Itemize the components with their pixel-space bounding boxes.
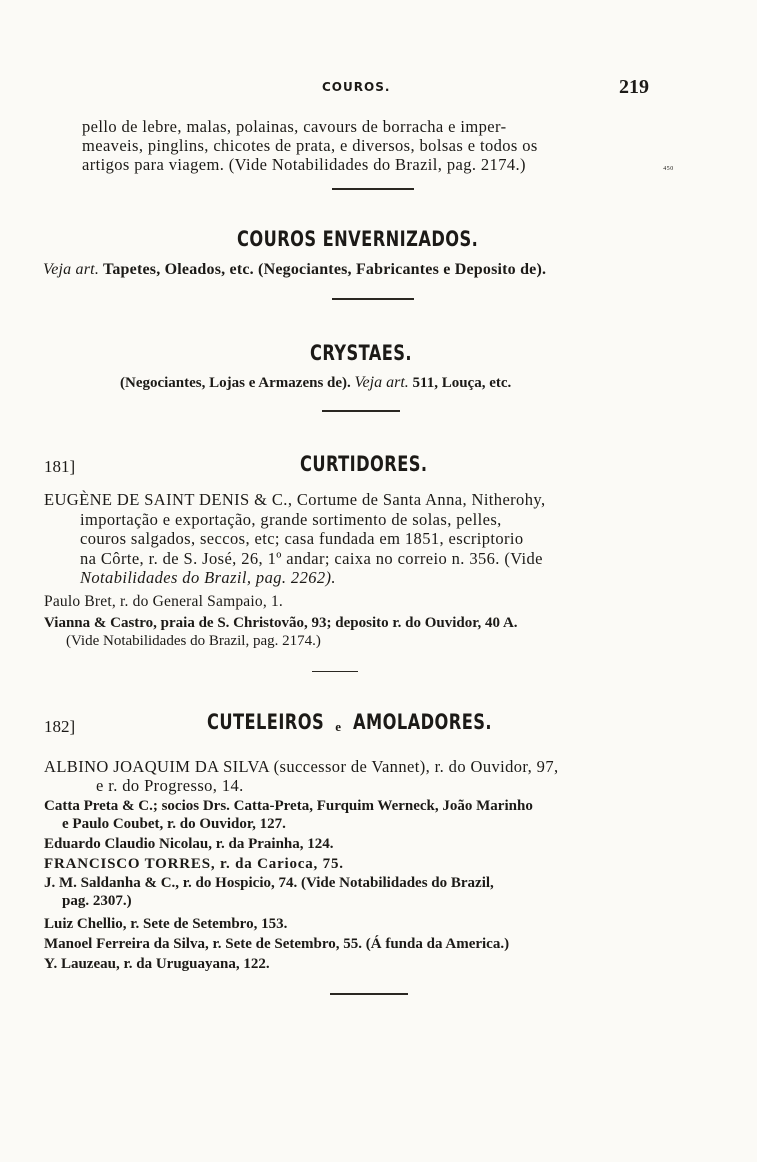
couros-envernizados-text	[43, 261, 546, 279]
section-title-connector: e	[335, 719, 341, 734]
cuteleiros-entry-eduardo: Eduardo Claudio Nicolau, r. da Prainha, 124.	[44, 836, 334, 852]
cuteleiros-entry-francisco: FRANCISCO TORRES, r. da Carioca, 75.	[44, 856, 344, 872]
curtidores-entry-paulo-bret: Paulo Bret, r. do General Sampaio, 1.	[44, 593, 283, 610]
veja-art-label: Veja art.	[354, 374, 409, 391]
veja-art-label: Veja art.	[43, 261, 100, 278]
cuteleiros-entry-lauzeau: Y. Lauzeau, r. da Uruguayana, 122.	[44, 956, 270, 972]
entry-line: e Paulo Coubet, r. do Ouvidor, 127.	[62, 816, 286, 832]
entry-line: pag. 2307.)	[62, 893, 132, 909]
section-title-cuteleiros	[207, 710, 515, 735]
crystaes-text	[120, 374, 511, 392]
section-divider	[330, 993, 408, 995]
intro-line: meaveis, pinglins, chicotes de prata, e diversos, bolsas e todos os	[82, 136, 538, 155]
entry-line: (Vide Notabilidades do Brazil, pag. 2174.)	[66, 633, 321, 649]
couros-envernizados-refs: Tapetes, Oleados, etc. (Negociantes, Fabricantes e Deposito de).	[102, 261, 547, 278]
section-title-part: CUTELEIROS	[207, 710, 325, 734]
section-divider	[322, 410, 400, 412]
entry-line: couros salgados, seccos, etc; casa fundada em 1851, escriptorio	[80, 529, 524, 548]
crystaes-text-pre: (Negociantes, Lojas e Armazens de).	[120, 375, 351, 391]
intro-paragraph	[82, 117, 538, 174]
curtidores-entry-vianna	[44, 614, 518, 650]
page-number: 219	[619, 76, 649, 98]
curtidores-entry-eugene	[44, 490, 545, 588]
entry-line: Notabilidades do Brazil, pag. 2262).	[80, 568, 336, 587]
section-title-couros-envernizados: COUROS ENVERNIZADOS.	[237, 227, 479, 251]
section-title-crystaes: CRYSTAES.	[310, 341, 413, 365]
cuteleiros-entry-chellio: Luiz Chellio, r. Sete de Setembro, 153.	[44, 916, 288, 932]
intro-tail-mark: ₄₅₀	[663, 160, 674, 171]
entry-line: na Côrte, r. de S. José, 26, 1º andar; caixa no correio n. 356. (Vide	[80, 548, 543, 568]
cuteleiros-entry-catta-preta	[44, 797, 533, 833]
entry-line: EUGÈNE DE SAINT DENIS & C., Cortume de Santa Anna, Nitherohy,	[44, 490, 546, 509]
entry-line: ALBINO JOAQUIM DA SILVA (successor de Vannet), r. do Ouvidor, 97,	[44, 757, 559, 776]
section-title-curtidores: CURTIDORES.	[300, 452, 428, 476]
entry-line: Catta Preta & C.; socios Drs. Catta-Preta, Furquim Werneck, João Marinho	[44, 798, 533, 814]
section-number: 181]	[44, 457, 76, 476]
intro-line: artigos para viagem. (Vide Notabilidades do Brazil, pag. 2174.)	[82, 155, 526, 174]
entry-line: importação e exportação, grande sortimento de solas, pelles,	[80, 509, 502, 529]
cuteleiros-entry-saldanha	[44, 874, 494, 910]
section-divider	[332, 188, 414, 190]
section-number: 182]	[44, 717, 76, 736]
cuteleiros-entry-albino	[44, 757, 559, 795]
entry-line: Vianna & Castro, praia de S. Christovão, 93; deposito r. do Ouvidor, 40 A.	[44, 615, 518, 631]
cuteleiros-entry-manoel: Manoel Ferreira da Silva, r. Sete de Setembro, 55. (Á funda da America.)	[44, 936, 510, 952]
section-title-part: AMOLADORES.	[352, 710, 492, 734]
intro-line: pello de lebre, malas, polainas, cavours de borracha e imper-	[82, 117, 507, 136]
entry-line: J. M. Saldanha & C., r. do Hospicio, 74. (Vide Notabilidades do Brazil,	[44, 875, 494, 891]
crystaes-text-post: 511, Louça, etc.	[412, 375, 512, 391]
entry-line: e r. do Progresso, 14.	[96, 776, 244, 795]
running-header-title: COUROS.	[322, 80, 391, 94]
section-divider	[332, 298, 414, 300]
section-divider	[312, 671, 358, 672]
